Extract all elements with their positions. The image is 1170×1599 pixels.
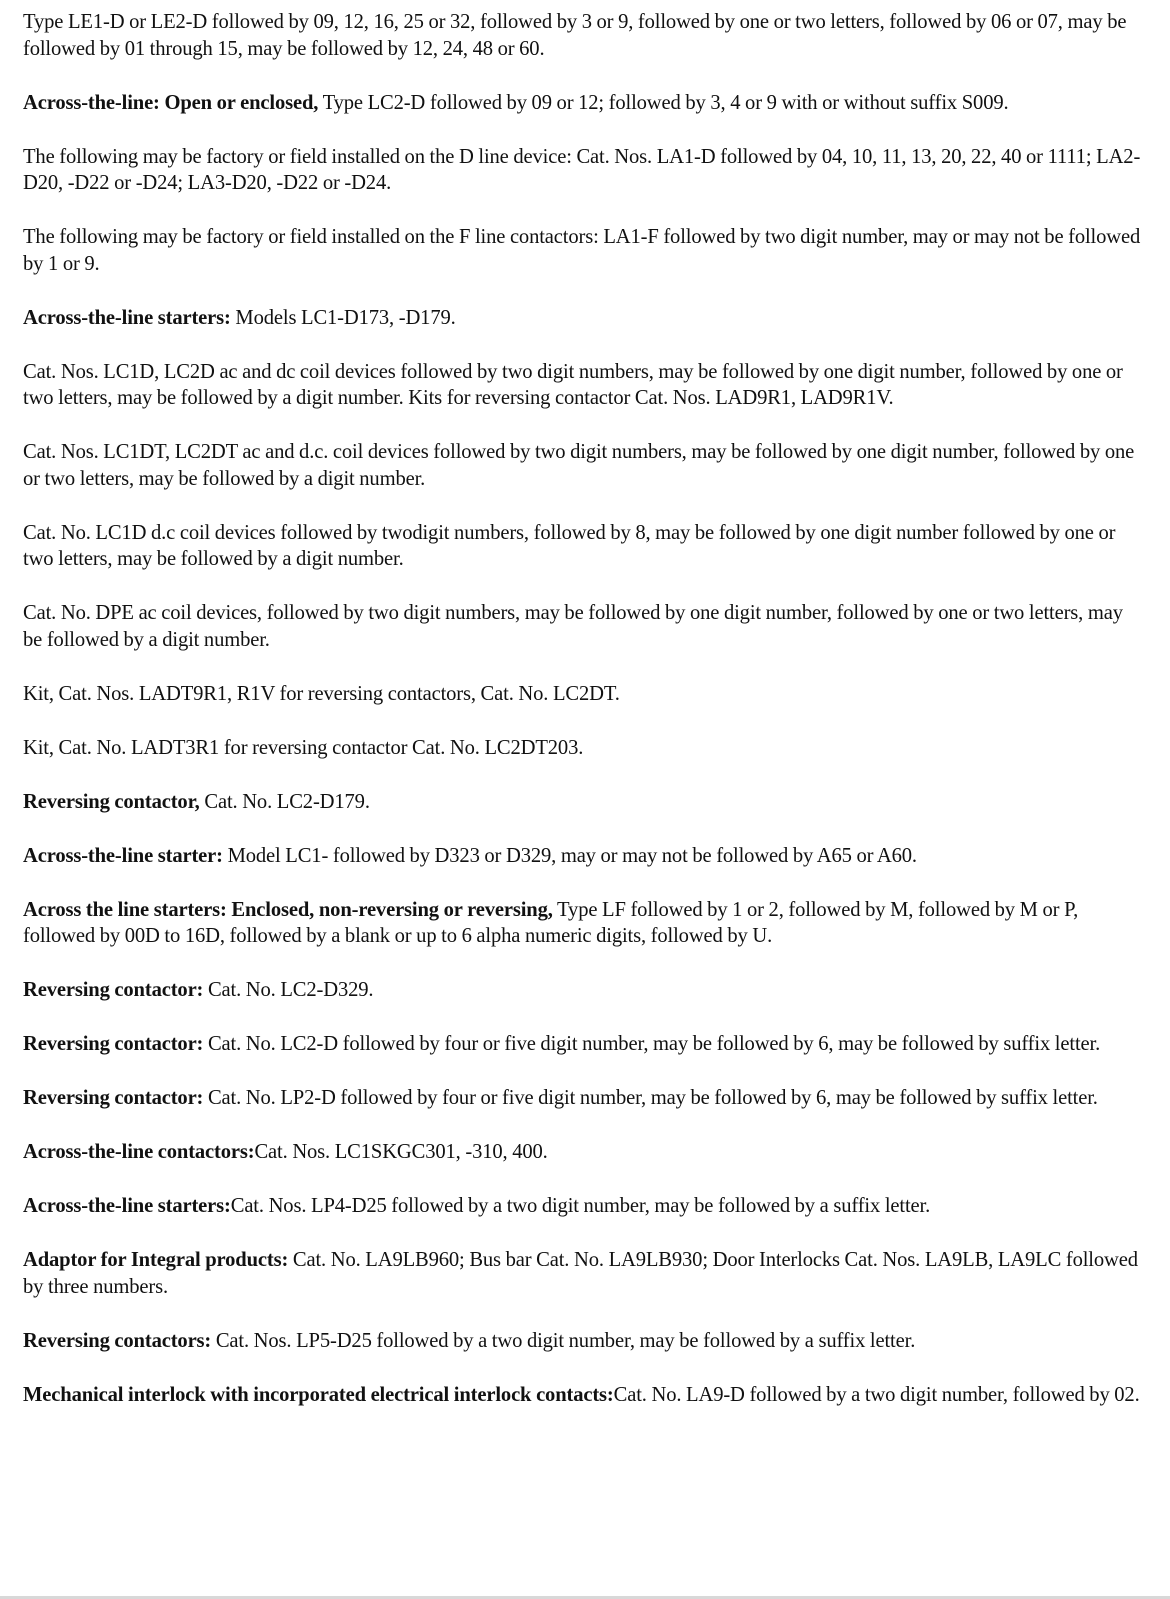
paragraph-6-text: Cat. Nos. LC1D, LC2D ac and dc coil devices followed by two digit numbers, may be followed by one digit number, followed by one or two letters, may be followed by a digit number. Kits for reversing contactor Cat. Nos. LAD9R1, LAD9R1V. (23, 360, 1123, 409)
paragraph-2-heading: Across-the-line: Open or enclosed, (23, 91, 319, 114)
paragraph-5-heading: Across-the-line starters: (23, 306, 231, 329)
paragraph-15 (23, 977, 1141, 1004)
paragraph-21 (23, 1328, 1141, 1355)
paragraph-22 (23, 1382, 1141, 1409)
paragraph-2-text: Type LC2-D followed by 09 or 12; followed by 3, 4 or 9 with or without suffix S009. (318, 91, 1009, 114)
paragraph-20-heading: Adaptor for Integral products: (23, 1249, 289, 1271)
paragraph-20-text: Cat. No. LA9LB960; Bus bar Cat. No. LA9LB930; Door Interlocks Cat. Nos. LA9LB, LA9LC followed by three numbers. (23, 1249, 1138, 1298)
paragraph-19-text: Cat. Nos. LP4-D25 followed by a two digit number, may be followed by a suffix letter. (230, 1195, 931, 1217)
paragraph-14-heading: Across the line starters: Enclosed, non-reversing or reversing, (23, 898, 553, 921)
paragraph-21-text: Cat. Nos. LP5-D25 followed by a two digit number, may be followed by a suffix letter. (211, 1329, 916, 1352)
paragraph-18 (23, 1139, 1141, 1166)
paragraph-15-heading: Reversing contactor: (23, 979, 204, 1001)
paragraph-21-heading: Reversing contactors: (23, 1329, 212, 1352)
paragraph-9-text: Cat. No. DPE ac coil devices, followed by two digit numbers, may be followed by one digit number, followed by one or two letters, may be followed by a digit number. (23, 602, 1123, 651)
paragraph-17-heading: Reversing contactor: (23, 1087, 204, 1109)
paragraph-22-text: Cat. No. LA9-D followed by a two digit number, followed by 02. (613, 1383, 1140, 1406)
paragraph-8-text: Cat. No. LC1D d.c coil devices followed by twodigit numbers, followed by 8, may be followed by one digit number followed by one or two letters, may be followed by a digit number. (23, 521, 1116, 570)
paragraph-7-text: Cat. Nos. LC1DT, LC2DT ac and d.c. coil devices followed by two digit numbers, may be followed by one digit number, followed by one or two letters, may be followed by a digit number. (23, 441, 1135, 490)
paragraph-4 (23, 224, 1141, 277)
paragraph-17 (23, 1085, 1141, 1112)
paragraph-8 (23, 520, 1141, 573)
paragraph-10 (23, 681, 1141, 708)
paragraph-19-heading: Across-the-line starters: (23, 1195, 231, 1217)
paragraph-1-text: Type LE1-D or LE2-D followed by 09, 12, 16, 25 or 32, followed by 3 or 9, followed by one or two letters, followed by 06 or 07, may be followed by 01 through 15, may be followed by 12, 24, 48 or 60. (23, 11, 1127, 60)
paragraph-10-text: Kit, Cat. Nos. LADT9R1, R1V for reversing contactors, Cat. No. LC2DT. (23, 682, 620, 705)
paragraph-16-heading: Reversing contactor: (23, 1033, 204, 1055)
paragraph-18-text: Cat. Nos. LC1SKGC301, -310, 400. (254, 1141, 548, 1163)
paragraph-19 (23, 1193, 1141, 1220)
paragraph-17-text: Cat. No. LP2-D followed by four or five digit number, may be followed by 6, may be followed by suffix letter. (203, 1087, 1098, 1109)
paragraph-13 (23, 843, 1141, 870)
paragraph-15-text: Cat. No. LC2-D329. (203, 979, 374, 1001)
paragraph-4-text: The following may be factory or field installed on the F line contactors: LA1-F followed by two digit number, may or may not be followed by 1 or 9. (23, 226, 1141, 275)
paragraph-12-text: Cat. No. LC2-D179. (199, 790, 370, 813)
paragraph-13-heading: Across-the-line starter: (23, 844, 223, 867)
paragraph-22-heading: Mechanical interlock with incorporated electrical interlock contacts: (23, 1383, 614, 1406)
paragraph-14-text: Type LF followed by 1 or 2, followed by M, followed by M or P, followed by 00D to 16D, followed by a blank or up to 6 alpha numeric digits, followed by U. (23, 898, 1079, 947)
paragraph-13-text: Model LC1- followed by D323 or D329, may or may not be followed by A65 or A60. (222, 844, 917, 867)
paragraph-20 (23, 1247, 1141, 1300)
paragraph-2 (23, 90, 1141, 117)
paragraph-3 (23, 144, 1141, 197)
paragraph-12-heading: Reversing contactor, (23, 790, 200, 813)
paragraph-5-text: Models LC1-D173, -D179. (230, 306, 456, 329)
paragraph-11-text: Kit, Cat. No. LADT3R1 for reversing contactor Cat. No. LC2DT203. (23, 736, 584, 759)
paragraph-16 (23, 1031, 1141, 1058)
paragraph-12 (23, 789, 1141, 816)
paragraph-9 (23, 600, 1141, 653)
paragraph-11 (23, 735, 1141, 762)
paragraph-18-heading: Across-the-line contactors: (23, 1141, 255, 1163)
paragraph-5 (23, 305, 1141, 332)
paragraph-14 (23, 897, 1141, 950)
paragraph-16-text: Cat. No. LC2-D followed by four or five digit number, may be followed by 6, may be followed by suffix letter. (203, 1033, 1101, 1055)
paragraph-6 (23, 359, 1141, 412)
paragraph-1 (23, 9, 1141, 62)
paragraph-3-text: The following may be factory or field installed on the D line device: Cat. Nos. LA1-D followed by 04, 10, 11, 13, 20, 22, 40 or 1111; LA2-D20, -D22 or -D24; LA3-D20, -D22 or -D24. (23, 145, 1141, 194)
paragraph-7 (23, 439, 1141, 492)
